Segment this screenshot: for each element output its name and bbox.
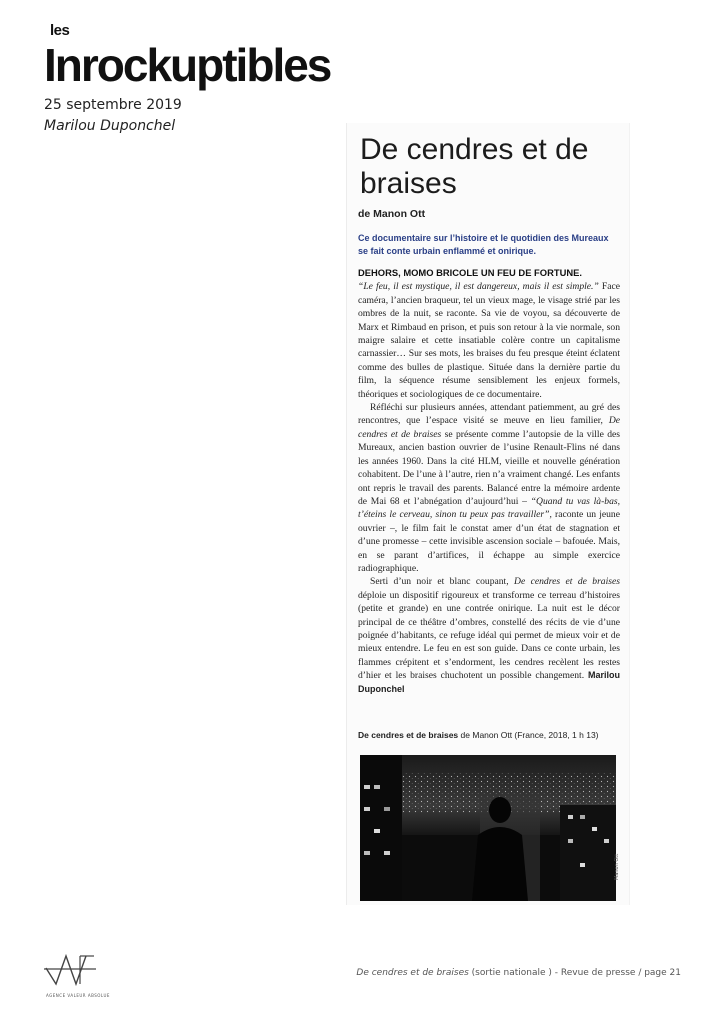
article-text: raconte un jeune ouvrier –, le film fait le constat amer d’un état de stagnation et d’une promesse – cette invisible ascension sociale – bafouée. Mais, en se parant d’artifices, il échappe au simple exercice radiographique.: [358, 509, 620, 574]
article-lead: Ce documentaire sur l’histoire et le quotidien des Mureaux se fait conte urbain enflammé et onirique.: [358, 233, 609, 256]
film-credit: [358, 730, 620, 740]
masthead-logo: Inrockuptibles: [44, 39, 331, 91]
masthead-prefix: les: [50, 22, 70, 39]
photo-credit: Manon Ott: [614, 853, 620, 880]
page-footer: [356, 968, 681, 978]
article-signature: Marilou Duponchel: [358, 670, 620, 694]
film-credit-details: de Manon Ott (France, 2018, 1 h 13): [460, 730, 599, 740]
footer-film-title: De cendres et de braises: [356, 968, 469, 978]
article-title: De cendres et de braises: [360, 133, 589, 200]
film-title-inline: De cendres et de braises: [514, 576, 620, 588]
article-text: Serti d’un noir et blanc coupant,: [370, 576, 509, 588]
article-body: [358, 266, 620, 696]
article-paragraph: [358, 266, 620, 401]
publication-author: Marilou Duponchel: [44, 118, 176, 134]
article-text: déploie un dispositif rigoureux et transforme ce terreau d’histoires (petite et grande) en une contrée onirique. La nuit est le décor principal de ce théâtre d’ombres, constellé des récits de vie d’une poignée d’habitants, ce refuge idéal qui permet de mieux voir et de mieux entendre. Le feu en est son guide. Dans ce conte urbain, les flammes crépitent et s’endorment, les cendres recèlent les restes d’hier et les braises chuchotent un possible changement.: [358, 589, 620, 682]
publication-date: 25 septembre 2019: [44, 97, 182, 113]
article-text: Face caméra, l’ancien braqueur, tel un vieux mage, le visage strié par les ombres de la nuit, se raconte. Sa vie de voyou, sa découverte de Marx et Rimbaud en prison, et puis son retour à la vie normale, son maigre salaire et cette insatiable colère contre un capitalisme carnassier… Sur ses mots, les braises du feu presque éteint éclatent comme des bulles de plastique. Située dans la dernière partie du film, la séquence résume sensiblement les enjeux formels, théoriques et sociologiques de ce documentaire.: [358, 281, 620, 400]
article-kicker: DEHORS, MOMO BRICOLE UN FEU DE FORTUNE.: [358, 267, 582, 278]
agency-logo-icon: [44, 950, 96, 990]
film-title-inline: De cendres et de braises: [358, 415, 620, 440]
article-quote: “Le feu, il est mystique, il est dangereux, mais il est simple.”: [358, 281, 599, 293]
article-paragraph: [358, 401, 620, 575]
article-text: se présente comme l’autopsie de la ville des Mureaux, ancien bastion ouvrier de l’usine Renault-Flins né dans les années 1960. Dans la cité HLM, vieille et nouvelle génération cohabitent. De l’une à l’autre, rien n’a vraiment changé. Les enfants ont repris le travail des parents. Balancé entre la mémoire ardente de Mai 68 et l’abnégation d’aujourd’hui –: [358, 428, 621, 507]
film-credit-title: De cendres et de braises: [358, 730, 459, 740]
footer-page-info: (sortie nationale ) - Revue de presse / page 21: [471, 968, 681, 978]
agency-logo-text: AGENCE VALEUR ABSOLUE: [46, 993, 110, 998]
article-paragraph: [358, 575, 620, 696]
film-still-photo: [360, 755, 616, 901]
article-byline: de Manon Ott: [358, 208, 426, 220]
article-quote: “Quand tu vas là-bas, t’éteins le cerveau, sinon tu peux pas travailler”,: [358, 495, 621, 521]
article-text: Réfléchi sur plusieurs années, attendant patiemment, au gré des rencontres, que l’espace visité se meuve en lieu familier,: [358, 402, 620, 427]
